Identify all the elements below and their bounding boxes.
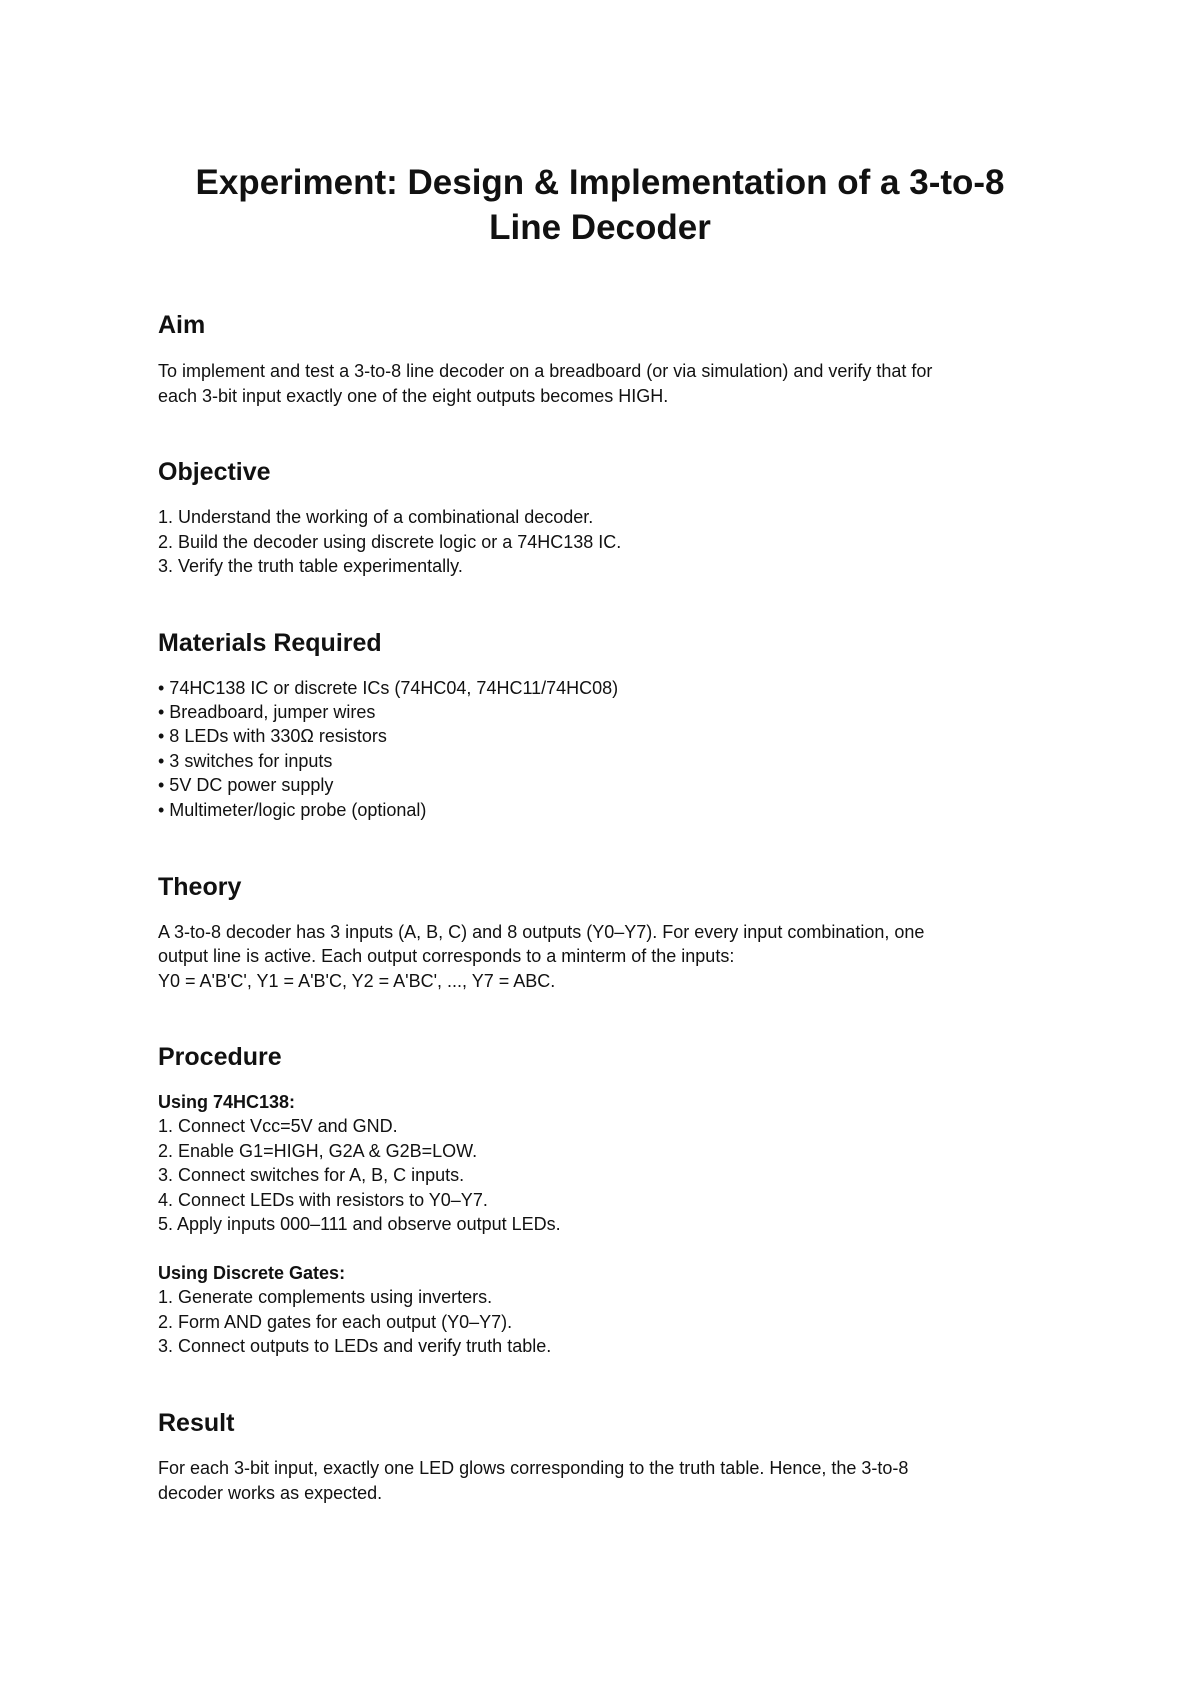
- materials-item: • Breadboard, jumper wires: [158, 702, 376, 722]
- title-line-1: Experiment: Design & Implementation of a 3-to-8: [195, 163, 1005, 202]
- procedure-step: 5. Apply inputs 000–111 and observe output LEDs.: [158, 1214, 561, 1234]
- aim-text-line: each 3-bit input exactly one of the eight outputs becomes HIGH.: [158, 386, 669, 406]
- aim-heading: Aim: [158, 311, 206, 339]
- theory-text-line: output line is active. Each output corresponds to a minterm of the inputs:: [158, 946, 735, 966]
- result-text-line: decoder works as expected.: [158, 1483, 383, 1503]
- materials-item: • 5V DC power supply: [158, 775, 334, 795]
- procedure-step: 1. Generate complements using inverters.: [158, 1287, 493, 1307]
- procedure-step: 2. Form AND gates for each output (Y0–Y7).: [158, 1312, 513, 1332]
- objective-heading: Objective: [158, 458, 271, 486]
- materials-item: • 3 switches for inputs: [158, 751, 333, 771]
- objective-item: 3. Verify the truth table experimentally.: [158, 556, 463, 576]
- materials-item: • 8 LEDs with 330Ω resistors: [158, 726, 387, 746]
- document-title: [130, 160, 1070, 250]
- objective-item: 1. Understand the working of a combinational decoder.: [158, 507, 594, 527]
- procedure-step: 4. Connect LEDs with resistors to Y0–Y7.: [158, 1190, 488, 1210]
- result-heading: Result: [158, 1409, 235, 1437]
- aim-text-line: To implement and test a 3-to-8 line decoder on a breadboard (or via simulation) and verify that for: [158, 361, 933, 381]
- procedure-step: 3. Connect outputs to LEDs and verify truth table.: [158, 1336, 552, 1356]
- procedure-step: 1. Connect Vcc=5V and GND.: [158, 1116, 398, 1136]
- objective-item: 2. Build the decoder using discrete logic or a 74HC138 IC.: [158, 532, 622, 552]
- title-line-2: Line Decoder: [489, 208, 711, 247]
- procedure-step: 2. Enable G1=HIGH, G2A & G2B=LOW.: [158, 1141, 478, 1161]
- procedure-heading: Procedure: [158, 1043, 282, 1071]
- materials-item: • Multimeter/logic probe (optional): [158, 800, 427, 820]
- materials-item: • 74HC138 IC or discrete ICs (74HC04, 74HC11/74HC08): [158, 678, 619, 698]
- procedure-gates-subheading: Using Discrete Gates:: [158, 1263, 346, 1283]
- theory-text-line: A 3-to-8 decoder has 3 inputs (A, B, C) and 8 outputs (Y0–Y7). For every input combination, one: [158, 922, 925, 942]
- theory-heading: Theory: [158, 873, 242, 901]
- result-text-line: For each 3-bit input, exactly one LED glows corresponding to the truth table. Hence, the 3-to-8: [158, 1458, 909, 1478]
- materials-heading: Materials Required: [158, 629, 382, 657]
- procedure-ic-subheading: Using 74HC138:: [158, 1092, 296, 1112]
- procedure-step: 3. Connect switches for A, B, C inputs.: [158, 1165, 465, 1185]
- theory-text-line: Y0 = A'B'C', Y1 = A'B'C, Y2 = A'BC', ..., Y7 = ABC.: [158, 971, 556, 991]
